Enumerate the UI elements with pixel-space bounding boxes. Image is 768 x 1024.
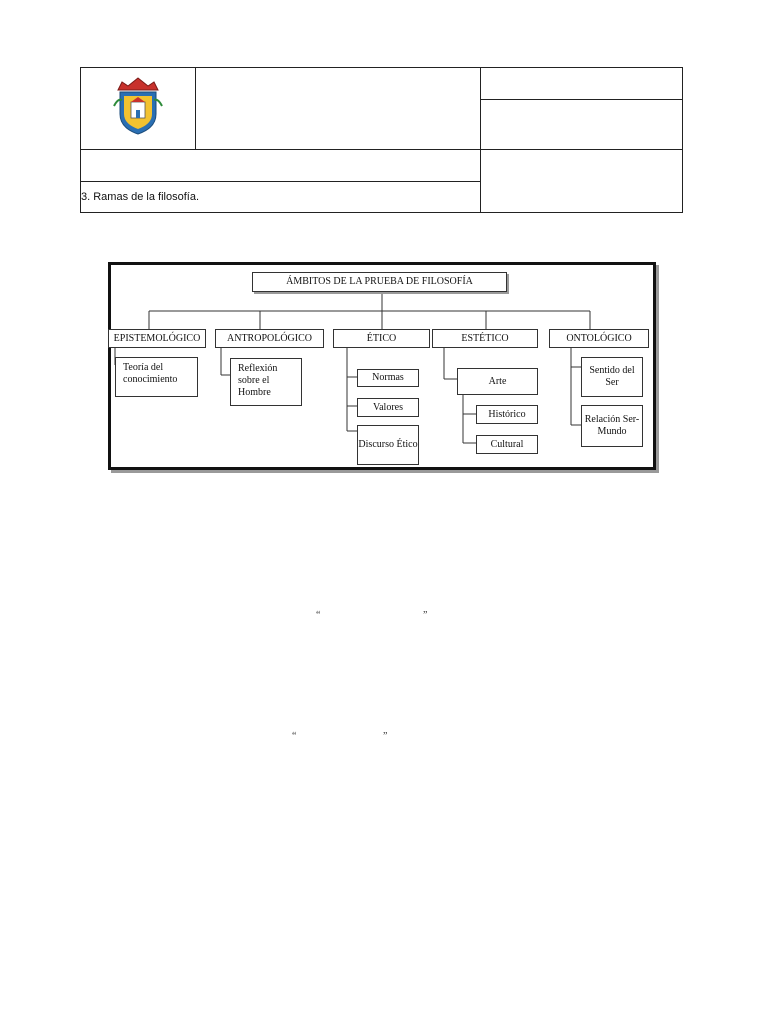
close-quote-2: ” [383, 731, 388, 742]
diagram-title-box: ÁMBITOS DE LA PRUEBA DE FILOSOFÍA [252, 272, 507, 292]
open-quote-1: “ [316, 610, 321, 621]
node-sentido-ser: Sentido del Ser [581, 357, 643, 397]
node-reflexion-hombre: Reflexión sobre el Hombre [230, 358, 302, 406]
node-historico: Histórico [476, 405, 538, 424]
branch-epistemologico: EPISTEMOLÓGICO [108, 329, 206, 348]
node-arte: Arte [457, 368, 538, 395]
philosophy-branches-diagram [108, 262, 656, 470]
subject-cell [81, 150, 481, 182]
header-table [80, 67, 683, 213]
school-crest-logo [110, 76, 166, 136]
node-normas: Normas [357, 369, 419, 387]
node-teoria-conocimiento: Teoría del conocimiento [115, 357, 198, 397]
node-relacion-ser-mundo: Relación Ser-Mundo [581, 405, 643, 447]
branch-antropologico: ANTROPOLÓGICO [215, 329, 324, 348]
logo-cell [81, 68, 196, 150]
node-discurso-etico: Discurso Ético [357, 425, 419, 465]
branch-ontologico: ONTOLÓGICO [549, 329, 649, 348]
node-cultural: Cultural [476, 435, 538, 454]
title-cell [196, 68, 481, 150]
info-cell-1 [481, 68, 683, 100]
info-cell-2 [481, 100, 683, 150]
close-quote-1: ” [423, 610, 428, 621]
node-valores: Valores [357, 398, 419, 417]
info-cell-3 [481, 150, 683, 213]
branch-estetico: ESTÉTICO [432, 329, 538, 348]
branch-etico: ÉTICO [333, 329, 430, 348]
topic-cell: 3. Ramas de la filosofía. [81, 182, 481, 213]
open-quote-2: “ [292, 731, 297, 742]
